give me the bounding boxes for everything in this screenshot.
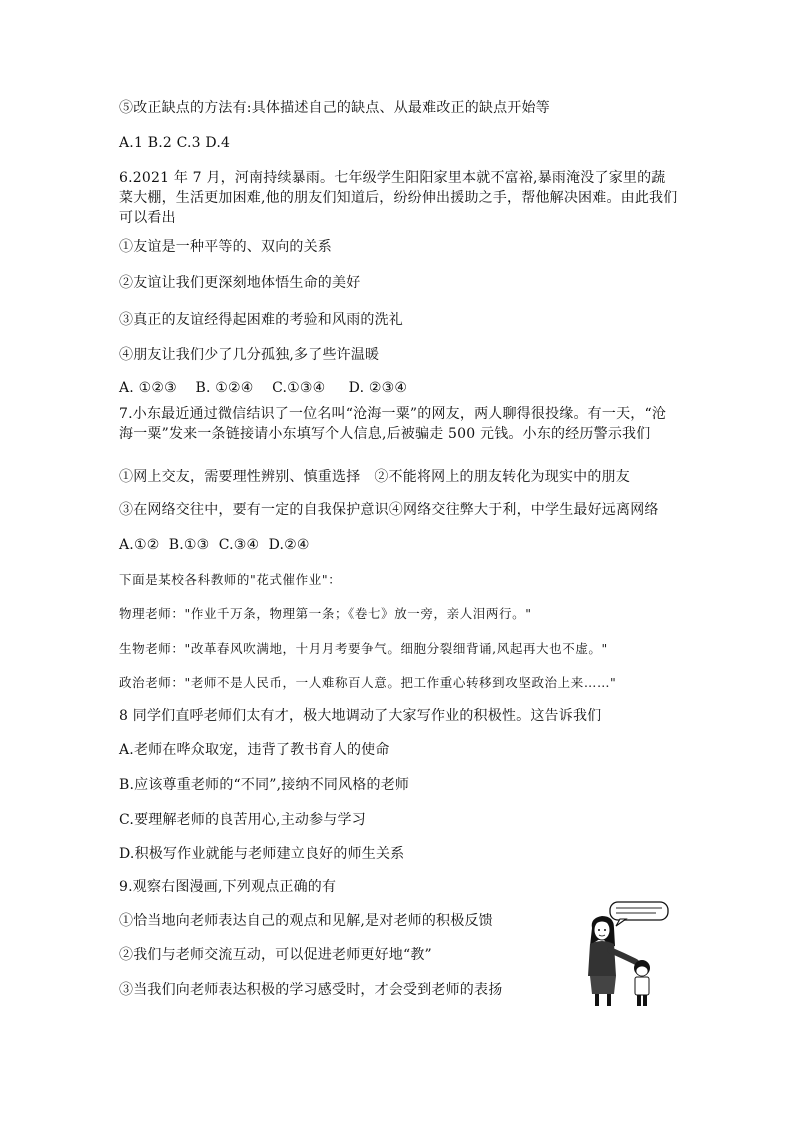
q6-item-4: ④朋友让我们少了几分孤独,多了些许温暖 [119, 347, 380, 363]
material-politics-teacher: 政治老师："老师不是人民币，一人难称百人意。把工作重心转移到攻坚政治上来……" [119, 675, 617, 690]
q5-item-5: ⑤改正缺点的方法有:具体描述自己的缺点、从最难改正的缺点开始等 [119, 100, 550, 116]
q6-item-1: ①友谊是一种平等的、双向的关系 [119, 239, 332, 255]
q8-stem: 8 同学们直呼老师们太有才，极大地调动了大家写作业的积极性。这告诉我们 [119, 708, 602, 724]
q9-stem: 9.观察右图漫画,下列观点正确的有 [119, 879, 337, 895]
material-biology-teacher: 生物老师："改革春风吹满地，十月月考要争气。细胞分裂细背诵,风起再大也不虚。" [119, 641, 608, 656]
q8-option-d: D.积极写作业就能与老师建立良好的师生关系 [119, 846, 405, 862]
q9-item-3: ③当我们向老师表达积极的学习感受时，才会受到老师的表扬 [119, 982, 503, 998]
q9-item-1: ①恰当地向老师表达自己的观点和见解,是对老师的积极反馈 [119, 913, 493, 929]
q8-option-a: A.老师在哗众取宠，违背了教书育人的使命 [119, 742, 390, 758]
q6-item-3: ③真正的友谊经得起困难的考验和风雨的洗礼 [119, 312, 403, 328]
q7-items-3-4: ③在网络交往中，要有一定的自我保护意识④网络交往弊大于利，中学生最好远离网络 [119, 502, 659, 518]
q6-stem: 6.2021 年 7 月，河南持续暴雨。七年级学生阳阳家里本就不富裕,暴雨淹没了家里的蔬菜大棚，生活更加困难,他的朋友们知道后，纷纷伸出援助之手，帮他解决困难。由此我们可以看出 [119, 170, 678, 226]
q7-stem: 7.小东最近通过微信结识了一位名叫“沧海一粟”的网友，两人聊得很投缘。有一天，“沧海一粟”发来一条链接请小东填写个人信息,后被骗走 500 元钱。小东的经历警示我们 [119, 406, 667, 442]
material-intro: 下面是某校各科教师的"花式催作业"： [119, 572, 342, 587]
q6-options: A. ①②③ B. ①②④ C.①③④ D. ②③④ [119, 380, 408, 396]
q6-item-2: ②友谊让我们更深刻地体悟生命的美好 [119, 275, 361, 291]
q7-items-1-2: ①网上交友，需要理性辨别、慎重选择 ②不能将网上的朋友转化为现实中的朋友 [119, 469, 630, 485]
q8-option-b: B.应该尊重老师的“不同”,接纳不同风格的老师 [119, 777, 410, 793]
q8-option-c: C.要理解老师的良苦用心,主动参与学习 [119, 812, 366, 828]
teacher-student-cartoon-icon [580, 898, 670, 1010]
q7-options: A.①② B.①③ C.③④ D.②④ [119, 537, 310, 553]
q9-item-2: ②我们与老师交流互动，可以促进老师更好地“教” [119, 947, 432, 963]
q5-options: A.1 B.2 C.3 D.4 [119, 135, 231, 151]
material-physics-teacher: 物理老师："作业千万条，物理第一条；《卷七》放一旁，亲人泪两行。" [119, 606, 532, 621]
